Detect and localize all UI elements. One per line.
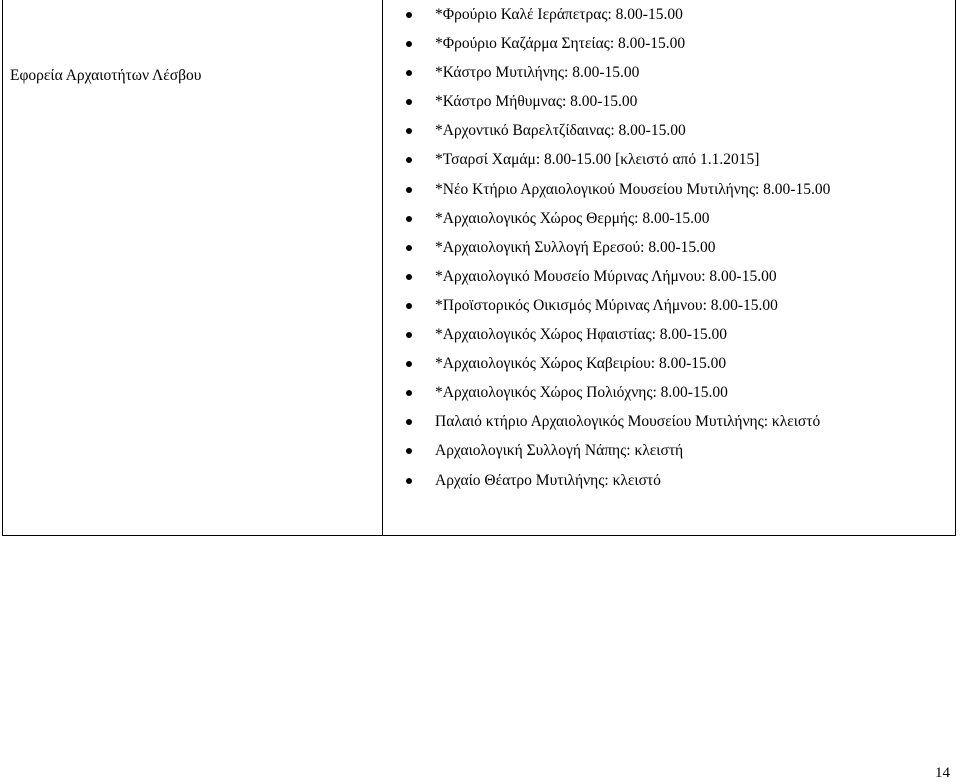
site-list [400, 5, 830, 500]
site-entry: *Αρχαιολογικός Χώρος Πολιόχνης: 8.00-15.00 [435, 384, 728, 402]
bullet-icon [406, 157, 412, 163]
column-divider [382, 0, 383, 535]
site-entry: *Αρχαιολογικός Χώρος Ηφαιστίας: 8.00-15.00 [435, 326, 727, 344]
bullet-icon [406, 332, 412, 338]
site-entry: *Προϊστορικός Οικισμός Μύρινας Λήμνου: 8.00-15.00 [435, 296, 778, 314]
organization-name: Εφορεία Αρχαιοτήτων Λέσβου [10, 67, 202, 84]
site-entry: *Νέο Κτήριο Αρχαιολογικού Μουσείου Μυτιλήνης: 8.00-15.00 [435, 180, 831, 198]
site-entry: Αρχαιολογική Συλλογή Νάπης: κλειστή [435, 442, 684, 460]
list-item [400, 63, 830, 92]
list-item [400, 92, 830, 121]
bullet-icon [406, 245, 412, 251]
list-item [400, 5, 830, 34]
list-item [400, 121, 830, 150]
list-item [400, 150, 830, 179]
list-item [400, 209, 830, 238]
site-entry: *Φρούριο Καλέ Ιεράπετρας: 8.00-15.00 [435, 6, 683, 23]
site-entry: *Κάστρο Μυτιλήνης: 8.00-15.00 [435, 64, 640, 82]
bullet-icon [406, 70, 412, 76]
bullet-icon [406, 12, 412, 18]
list-item [400, 34, 830, 63]
bullet-icon [406, 216, 412, 222]
bullet-icon [406, 128, 412, 134]
site-entry: *Αρχαιολογικός Χώρος Θερμής: 8.00-15.00 [435, 209, 710, 227]
bullet-icon [406, 361, 412, 367]
schedule-table [2, 0, 956, 536]
list-item [400, 383, 830, 412]
bullet-icon [406, 478, 412, 484]
site-entry: *Τσαρσί Χαμάμ: 8.00-15.00 [κλειστό από 1.1.2015] [435, 151, 760, 169]
list-item [400, 238, 830, 267]
list-item [400, 296, 830, 325]
site-entry: Παλαιό κτήριο Αρχαιολογικός Μουσείου Μυτιλήνης: κλειστό [435, 413, 821, 431]
list-item [400, 441, 830, 470]
bullet-icon [406, 419, 412, 425]
list-item [400, 325, 830, 354]
bullet-icon [406, 274, 412, 280]
bullet-icon [406, 187, 412, 193]
bullet-icon [406, 41, 412, 47]
site-entry: *Κάστρο Μήθυμνας: 8.00-15.00 [435, 93, 638, 111]
bullet-icon [406, 390, 412, 396]
site-entry: *Αρχοντικό Βαρελτζίδαινας: 8.00-15.00 [435, 122, 686, 140]
list-item [400, 267, 830, 296]
list-item [400, 471, 830, 500]
list-item [400, 412, 830, 441]
bullet-icon [406, 303, 412, 309]
bullet-icon [406, 99, 412, 105]
site-entry: *Αρχαιολογικό Μουσείο Μύρινας Λήμνου: 8.00-15.00 [435, 267, 777, 285]
bullet-icon [406, 448, 412, 454]
site-entry: *Αρχαιολογική Συλλογή Ερεσού: 8.00-15.00 [435, 238, 716, 256]
site-entry: *Αρχαιολογικός Χώρος Καβειρίου: 8.00-15.00 [435, 355, 727, 373]
site-entry: Αρχαίο Θέατρο Μυτιλήνης: κλειστό [435, 471, 661, 489]
list-item [400, 180, 830, 209]
page-number: 14 [935, 765, 950, 781]
list-item [400, 354, 830, 383]
site-entry: *Φρούριο Καζάρμα Σητείας: 8.00-15.00 [435, 35, 686, 53]
